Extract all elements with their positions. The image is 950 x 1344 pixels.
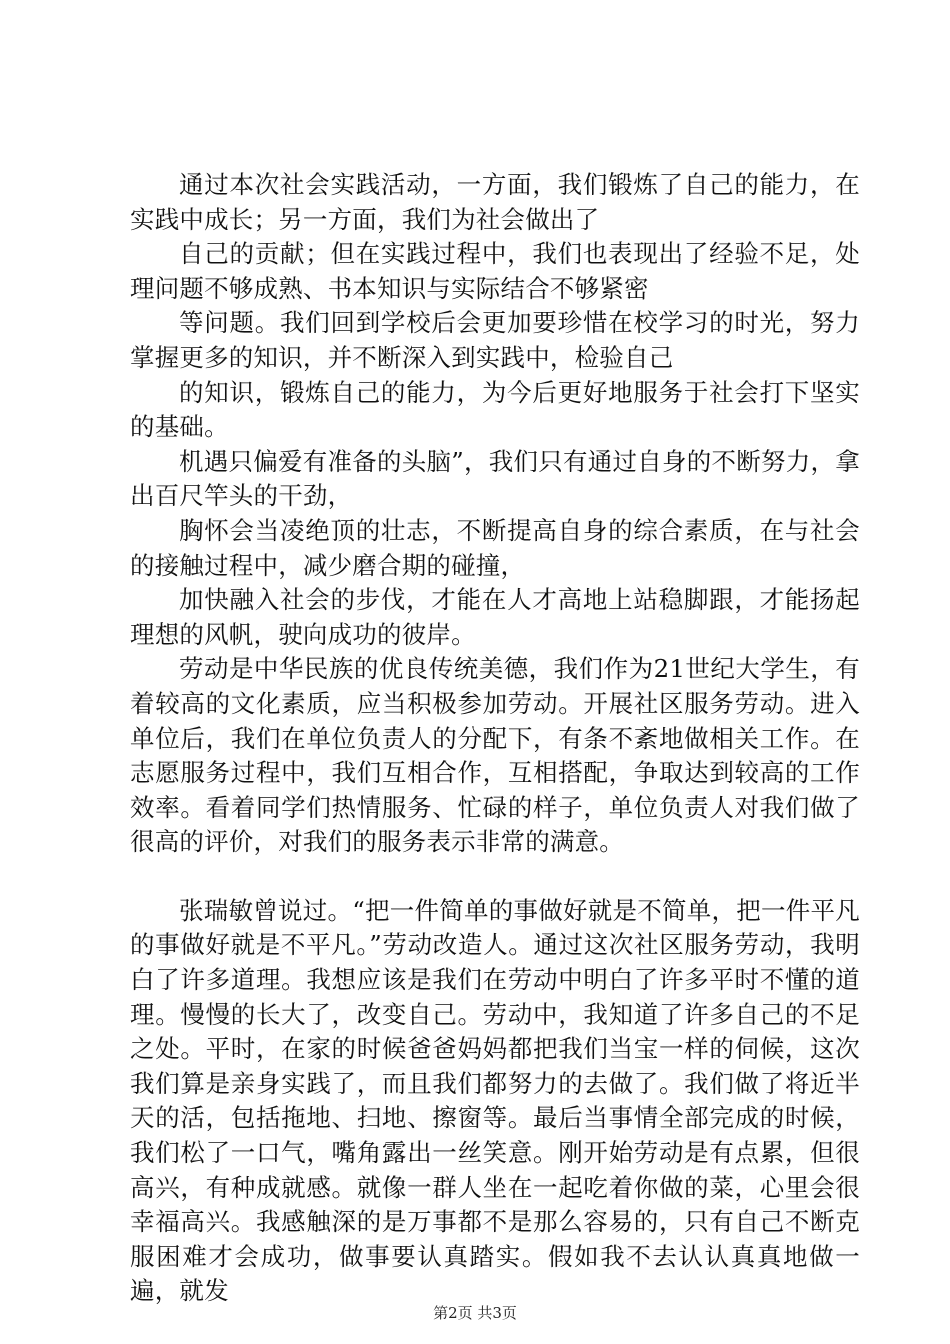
paragraph: 胸怀会当凌绝顶的壮志，不断提高自身的综合素质，在与社会的接触过程中，减少磨合期的碰撞， bbox=[130, 515, 860, 580]
document-body bbox=[130, 168, 860, 1309]
paragraph: 的知识，锻炼自己的能力，为今后更好地服务于社会打下坚实的基础。 bbox=[130, 377, 860, 442]
paragraph-spacer bbox=[130, 860, 860, 894]
paragraph: 自己的贡献；但在实践过程中，我们也表现出了经验不足，处理问题不够成熟、书本知识与实际结合不够紧密 bbox=[130, 239, 860, 303]
paragraph: 张瑞敏曾说过。“把一件简单的事做好就是不简单，把一件平凡的事做好就是不平凡。”劳动改造人。通过这次社区服务劳动，我明白了许多道理。我想应该是我们在劳动中明白了许多平时不懂的道理。慢慢的长大了，改变自己。劳动中，我知道了许多自己的不足之处。平时，在家的时候爸爸妈妈都把我们当宝一样的伺候，这次我们算是亲身实践了，而且我们都努力的去做了。我们做了将近半天的活，包括拖地、扫地、擦窗等。最后当事情全部完成的时候，我们松了一口气，嘴角露出一丝笑意。刚开始劳动是有点累，但很高兴，有种成就感。就像一群人坐在一起吃着你做的菜，心里会很幸福高兴。我感触深的是万事都不是那么容易的，只有自己不断克服困难才会成功，做事要认真踏实。假如我不去认认真真地做一遍，就发 bbox=[130, 895, 860, 1306]
paragraph: 等问题。我们回到学校后会更加要珍惜在校学习的时光，努力掌握更多的知识，并不断深入到实践中，检验自己 bbox=[130, 308, 860, 372]
paragraph: 劳动是中华民族的优良传统美德，我们作为21世纪大学生，有着较高的文化素质，应当积极参加劳动。开展社区服务劳动。进入单位后，我们在单位负责人的分配下，有条不紊地做相关工作。在志愿服务过程中，我们互相合作，互相搭配，争取达到较高的工作效率。看着同学们热情服务、忙碌的样子，单位负责人对我们做了很高的评价，对我们的服务表示非常的满意。 bbox=[130, 654, 860, 857]
page-number-footer: 第2页 共3页 bbox=[433, 1304, 517, 1322]
paragraph: 机遇只偏爱有准备的头脑”，我们只有通过自身的不断努力，拿出百尺竿头的干劲， bbox=[130, 446, 860, 511]
paragraph: 通过本次社会实践活动，一方面，我们锻炼了自己的能力，在实践中成长；另一方面，我们为社会做出了 bbox=[130, 170, 860, 234]
paragraph: 加快融入社会的步伐，才能在人才高地上站稳脚跟，才能扬起理想的风帆，驶向成功的彼岸。 bbox=[130, 585, 860, 649]
